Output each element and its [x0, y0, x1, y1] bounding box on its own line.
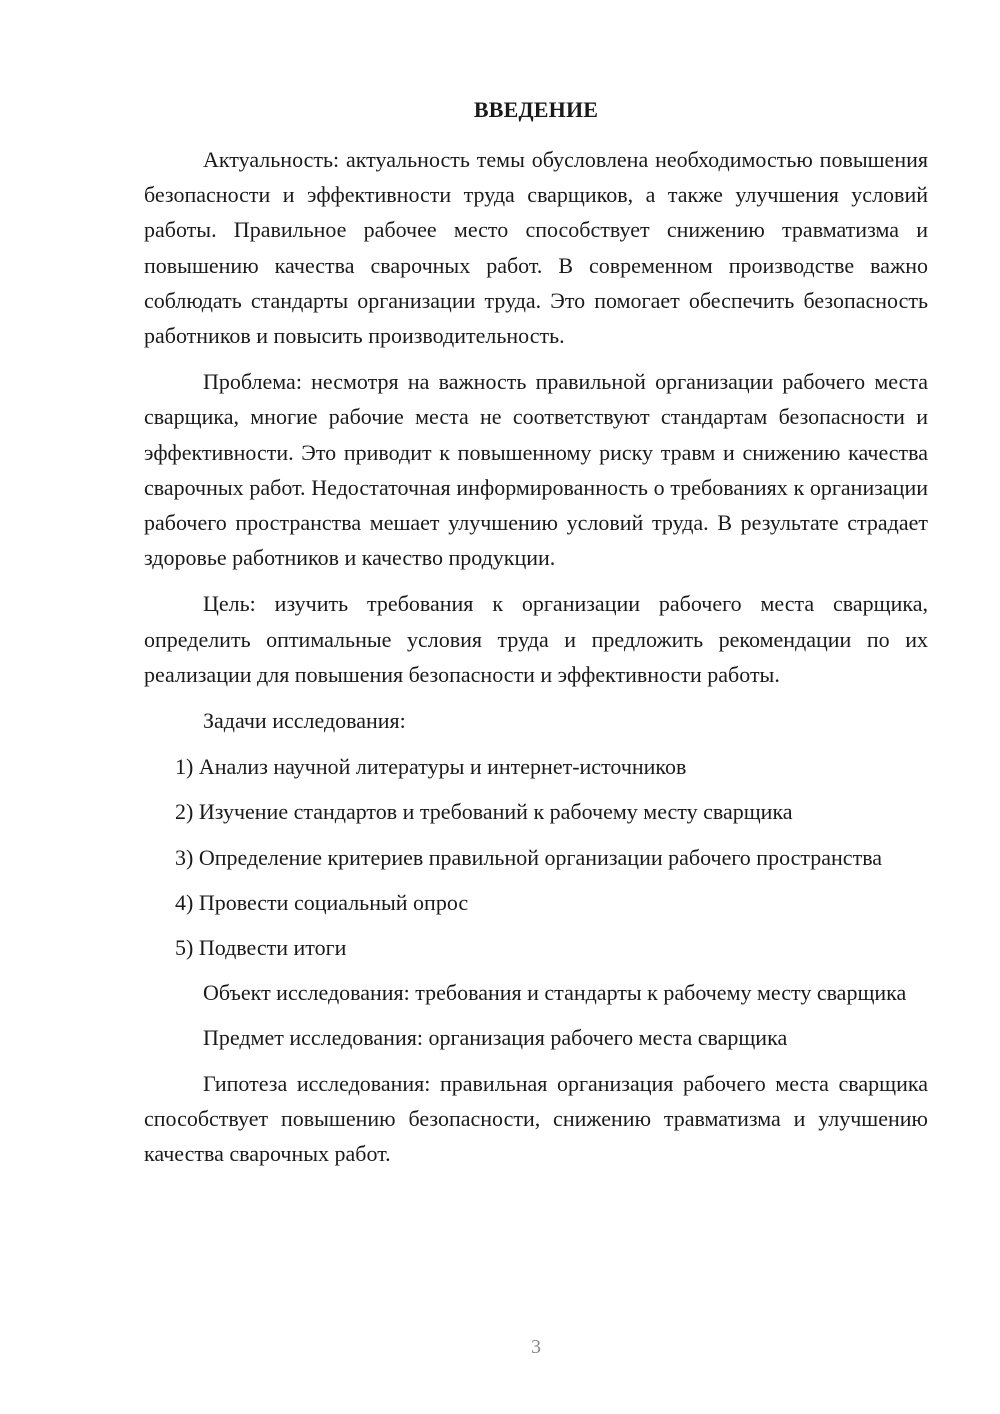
body-text — [144, 142, 928, 1182]
relevance-paragraph: Актуальность: актуальность темы обусловлена необходимостью повышения безопасности и эффективности труда сварщиков, а также улучшения условий работы. Правильное рабочее место способствует снижению травматизма и повышению качества сварочных работ. В современном производстве важно соблюдать стандарты организации труда. Это помогает обеспечить безопасность работников и повысить производительность. — [144, 147, 928, 349]
object-paragraph: Объект исследования: требования и стандарты к рабочему месту сварщика — [203, 980, 907, 1006]
tasks-title: Задачи исследования: — [203, 708, 406, 734]
section-heading: ВВЕДЕНИЕ — [473, 97, 599, 122]
goal-paragraph: Цель: изучить требования к организации рабочего места сварщика, определить оптимальные условия труда и предложить рекомендации по их реализации для повышения безопасности и эффективности работы. — [144, 591, 928, 687]
task-item-2: 2) Изучение стандартов и требований к рабочему месту сварщика — [175, 799, 793, 825]
task-item-4: 4) Провести социальный опрос — [175, 889, 469, 915]
task-item-3: 3) Определение критериев правильной организации рабочего пространства — [175, 844, 883, 870]
page-number: 3 — [531, 1336, 541, 1358]
subject-paragraph: Предмет исследования: организация рабочего места сварщика — [203, 1025, 788, 1051]
task-item-1: 1) Анализ научной литературы и интернет-источников — [175, 754, 687, 780]
hypothesis-paragraph: Гипотеза исследования: правильная организация рабочего места сварщика способствует повышению безопасности, снижению травматизма и улучшению качества сварочных работ. — [144, 1070, 928, 1167]
problem-paragraph: Проблема: несмотря на важность правильной организации рабочего места сварщика, многие рабочие места не соответствуют стандартам безопасности и эффективности. Это приводит к повышенному риску травм и снижению качества сварочных работ. Недостаточная информированность о требованиях к организации рабочего пространства мешает улучшению условий труда. В результате страдает здоровье работников и качество продукции. — [144, 369, 928, 571]
task-item-5: 5) Подвести итоги — [175, 935, 347, 961]
